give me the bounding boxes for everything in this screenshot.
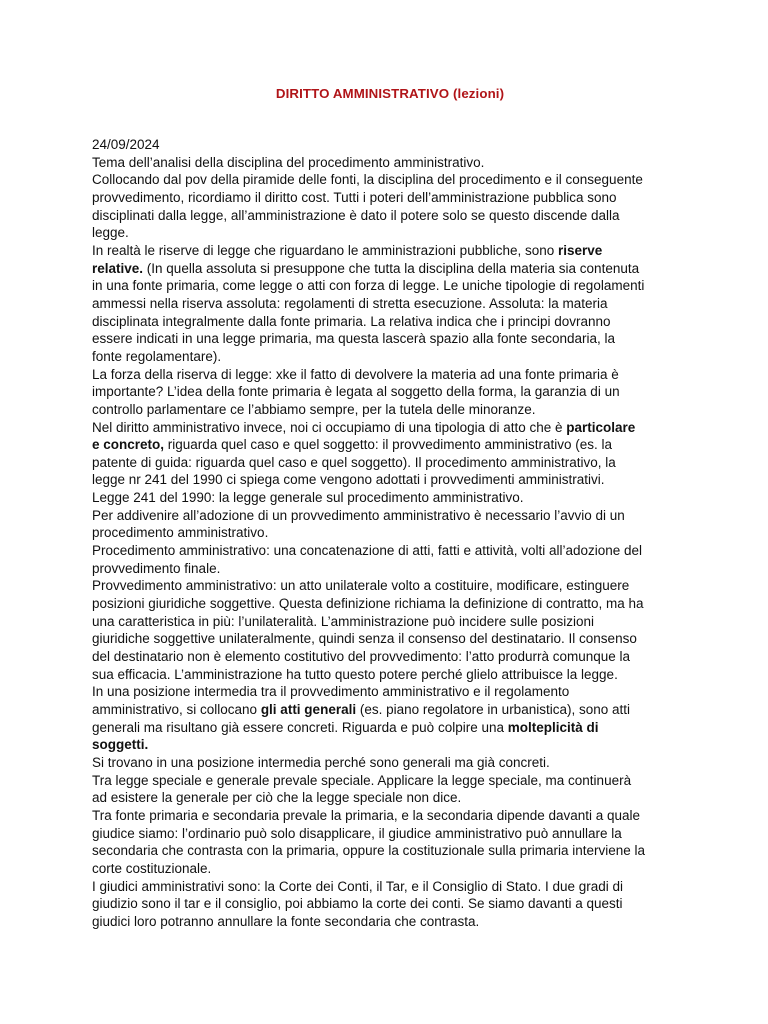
text-run: Tra fonte primaria e secondaria prevale la primaria, e la secondaria dipende davanti a quale [92, 807, 641, 823]
text-run: Legge 241 del 1990: la legge generale sul procedimento amministrativo. [92, 490, 524, 506]
text-line [92, 595, 688, 613]
text-run: Per addivenire all’adozione di un provvedimento amministrativo è necessario l’avvio di un [92, 507, 625, 523]
text-line [92, 401, 688, 419]
text-run: legge nr 241 del 1990 ci spiega come vengono adottati i provvedimenti amministrativi. [92, 472, 605, 488]
text-run: provvedimento, ricordiamo il diritto cost. Tutti i poteri dell’amministrazione pubblica sono [92, 189, 617, 205]
text-line [92, 807, 688, 825]
bold-text-run: soggetti. [92, 737, 149, 753]
text-line [92, 577, 688, 595]
text-run: generali ma risultano già essere concreti. Riguarda e può colpire una [92, 719, 508, 735]
text-line [92, 719, 688, 737]
text-line [92, 560, 688, 578]
document-body [92, 136, 688, 931]
text-line [92, 878, 688, 896]
text-line [92, 842, 688, 860]
text-run: disciplinati dalla legge, all’amministrazione è dato il potere solo se questo discende dalla [92, 207, 620, 223]
text-line [92, 471, 688, 489]
text-line [92, 224, 688, 242]
text-run: (In quella assoluta si presuppone che tutta la disciplina della materia sia contenuta [143, 260, 640, 276]
text-run: in una fonte primaria, come legge o atti con forza di legge. Le uniche tipologie di regolamenti [92, 278, 645, 294]
document-title: DIRITTO AMMINISTRATIVO (lezioni) [275, 86, 505, 101]
text-line [92, 136, 688, 154]
bold-text-run: relative. [92, 260, 144, 276]
text-run: controllo parlamentare ce l’abbiamo sempre, per la tutela delle minoranze. [92, 401, 536, 417]
text-run: Collocando dal pov della piramide delle fonti, la disciplina del procedimento e il conseguente [92, 172, 643, 188]
bold-text-run: molteplicità di [507, 719, 599, 735]
text-run: Procedimento amministrativo: una concatenazione di atti, fatti e attività, volti all’adozione del [92, 543, 643, 559]
text-line [92, 542, 688, 560]
text-line [92, 154, 688, 172]
text-run: La forza della riserva di legge: xke il fatto di devolvere la materia ad una fonte primaria è [92, 366, 619, 382]
text-line [92, 913, 688, 931]
text-line [92, 171, 688, 189]
text-run: secondaria che contrasta con la primaria, oppure la costituzionale sulla primaria interviene la [92, 843, 646, 859]
text-line [92, 683, 688, 701]
text-line [92, 330, 688, 348]
text-line [92, 736, 688, 754]
bold-text-run: riserve [558, 242, 603, 258]
text-line [92, 489, 688, 507]
text-line [92, 436, 688, 454]
text-run: fonte regolamentare). [92, 348, 222, 364]
text-run: giudici loro potranno annullare la fonte secondaria che contrasta. [92, 913, 480, 929]
text-run: In realtà le riserve di legge che riguardano le amministrazioni pubbliche, sono [92, 242, 559, 258]
text-run: Tra legge speciale e generale prevale speciale. Applicare la legge speciale, ma continuerà [92, 772, 632, 788]
text-run: riguarda quel caso e quel soggetto: il provvedimento amministrativo (es. la [164, 437, 613, 453]
bold-text-run: e concreto, [92, 437, 165, 453]
text-run: patente di guida: riguarda quel caso e quel soggetto). Il procedimento amministrativo, la [92, 454, 616, 470]
text-line [92, 648, 688, 666]
text-run: essere indicati in una legge primaria, ma questa lascerà spazio alla fonte secondaria, la [92, 331, 616, 347]
text-line [92, 524, 688, 542]
text-line [92, 383, 688, 401]
text-run: posizioni giuridiche soggettive. Questa definizione richiama la definizione di contratto, ma ha [92, 596, 644, 612]
text-line [92, 419, 688, 437]
text-run: giuridiche soggettive unilateralmente, quindi senza il consenso del destinatario. Il consenso [92, 631, 637, 647]
text-run: ammessi nella riserva assoluta: regolamenti di stretta esecuzione. Assoluta: la materia [92, 295, 608, 311]
text-line [92, 701, 688, 719]
text-line [92, 242, 688, 260]
text-line [92, 189, 688, 207]
text-line [92, 313, 688, 331]
text-line [92, 207, 688, 225]
text-run: corte costituzionale. [92, 860, 212, 876]
text-run: amministrativo, si collocano [92, 702, 261, 717]
text-run: (es. piano regolatore in urbanistica), sono atti [356, 702, 630, 717]
text-run: provvedimento finale. [92, 560, 221, 576]
text-line [92, 825, 688, 843]
text-run: Si trovano in una posizione intermedia perché sono generali ma già concreti. [92, 754, 550, 770]
text-line [92, 277, 688, 295]
text-line [92, 754, 688, 772]
text-run: ad esistere la generale per ciò che la legge speciale non dice. [92, 790, 462, 806]
text-line [92, 260, 688, 278]
text-run: 24/09/2024 [92, 137, 160, 152]
text-run: disciplinata integralmente dalla fonte primaria. La relativa indica che i principi dovranno [92, 313, 611, 329]
text-line [92, 860, 688, 878]
text-run: procedimento amministrativo. [92, 525, 269, 541]
text-run: del destinatario non è elemento costitutivo del provvedimento: l’atto produrrà comunque la [92, 649, 631, 665]
text-run: sua efficacia. L’amministrazione ha tutto questo potere perché glielo attribuisce la legge. [92, 666, 618, 682]
text-line [92, 348, 688, 366]
text-run: legge. [92, 225, 129, 241]
text-run: Provvedimento amministrativo: un atto unilaterale volto a costituire, modificare, estinguere [92, 578, 630, 594]
text-run: una caratteristica in più: l’unilateralità. L’amministrazione può incidere sulle posizioni [92, 613, 595, 629]
text-line [92, 789, 688, 807]
text-line [92, 630, 688, 648]
text-run: I giudici amministrativi sono: la Corte dei Conti, il Tar, e il Consiglio di Stato. I due gradi di [92, 878, 624, 894]
text-line [92, 507, 688, 525]
text-line [92, 366, 688, 384]
text-line [92, 454, 688, 472]
text-run: Nel diritto amministrativo invece, noi ci occupiamo di una tipologia di atto che è [92, 419, 567, 435]
text-line [92, 295, 688, 313]
bold-text-run: gli atti generali [260, 702, 357, 717]
bold-text-run: particolare [566, 419, 636, 435]
text-run: giudice siamo: l’ordinario può solo disapplicare, il giudice amministrativo può annullare la [92, 825, 622, 841]
text-run: giudizio sono il tar e il consiglio, poi abbiamo la corte dei conti. Se siamo davanti a questi [92, 896, 623, 912]
text-line [92, 772, 688, 790]
text-line [92, 613, 688, 631]
text-line [92, 895, 688, 913]
text-run: importante? L’idea della fonte primaria è legata al soggetto della forma, la garanzia di un [92, 384, 620, 400]
text-line [92, 666, 688, 684]
text-run: Tema dell’analisi della disciplina del procedimento amministrativo. [92, 154, 485, 170]
text-run: In una posizione intermedia tra il provvedimento amministrativo e il regolamento [92, 684, 570, 700]
